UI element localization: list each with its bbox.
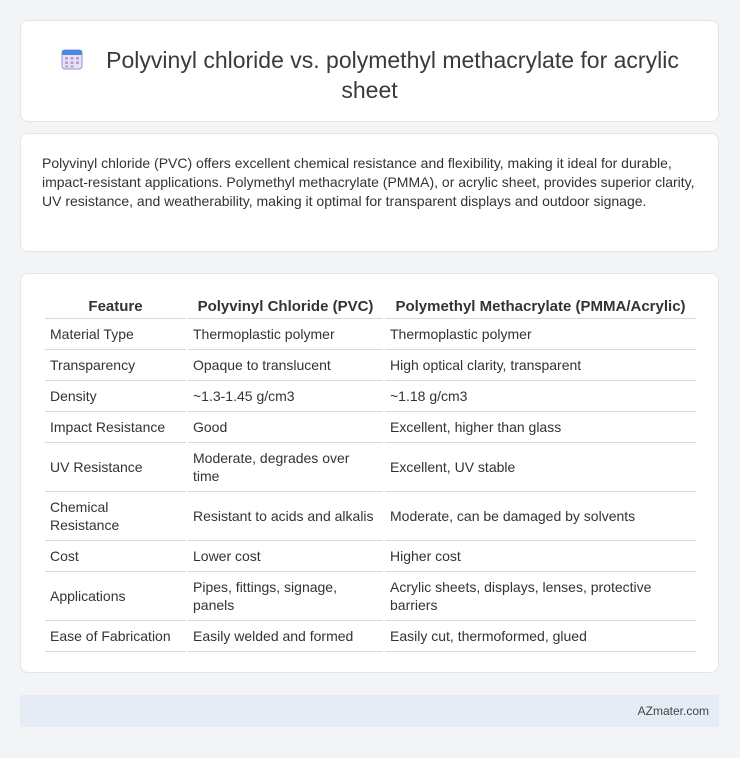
table-cell-feature: UV Resistance bbox=[45, 443, 186, 492]
page-title-text: Polyvinyl chloride vs. polymethyl methacrylate for acrylic sheet bbox=[106, 47, 679, 103]
table-cell-pmma: Easily cut, thermoformed, glued bbox=[385, 621, 696, 652]
table-cell-pmma: Moderate, can be damaged by solvents bbox=[385, 492, 696, 541]
table-cell-pvc: ~1.3-1.45 g/cm3 bbox=[188, 381, 383, 412]
footer-bar bbox=[20, 695, 719, 727]
calendar-icon bbox=[60, 47, 84, 71]
table-cell-pmma: Higher cost bbox=[385, 541, 696, 572]
table-cell-pmma: Excellent, UV stable bbox=[385, 443, 696, 492]
column-header-feature: Feature bbox=[45, 294, 186, 319]
table-row bbox=[45, 412, 696, 443]
table-row bbox=[45, 621, 696, 652]
table-cell-feature: Density bbox=[45, 381, 186, 412]
table-cell-feature: Chemical Resistance bbox=[45, 492, 186, 541]
table-cell-pvc: Opaque to translucent bbox=[188, 350, 383, 381]
title-card bbox=[20, 20, 719, 122]
summary-card bbox=[20, 133, 719, 252]
table-cell-feature: Cost bbox=[45, 541, 186, 572]
table-cell-feature: Ease of Fabrication bbox=[45, 621, 186, 652]
table-cell-feature: Transparency bbox=[45, 350, 186, 381]
table-cell-pvc: Good bbox=[188, 412, 383, 443]
summary-text: Polyvinyl chloride (PVC) offers excellent chemical resistance and flexibility, making it ideal for durable, impact-resistant applications. Polymethyl methacrylate (PMMA), or acrylic sheet, provides superior clarity, UV resistance, and weatherability, making it optimal for transparent displays and outdoor signage. bbox=[42, 155, 695, 209]
table-row bbox=[45, 381, 696, 412]
table-cell-pvc: Easily welded and formed bbox=[188, 621, 383, 652]
table-cell-pvc: Moderate, degrades over time bbox=[188, 443, 383, 492]
column-header-pvc: Polyvinyl Chloride (PVC) bbox=[188, 294, 383, 319]
comparison-table bbox=[43, 294, 698, 652]
table-cell-pvc: Lower cost bbox=[188, 541, 383, 572]
table-header-row bbox=[45, 294, 696, 319]
comparison-table-card bbox=[20, 273, 719, 673]
table-row bbox=[45, 541, 696, 572]
table-row bbox=[45, 350, 696, 381]
table-cell-feature: Applications bbox=[45, 572, 186, 621]
page-title bbox=[21, 45, 718, 105]
table-cell-pmma: Acrylic sheets, displays, lenses, protective barriers bbox=[385, 572, 696, 621]
table-cell-feature: Material Type bbox=[45, 319, 186, 350]
footer-brand[interactable]: AZmater.com bbox=[637, 704, 709, 718]
table-cell-feature: Impact Resistance bbox=[45, 412, 186, 443]
table-row bbox=[45, 492, 696, 541]
table-cell-pvc: Thermoplastic polymer bbox=[188, 319, 383, 350]
column-header-pmma: Polymethyl Methacrylate (PMMA/Acrylic) bbox=[385, 294, 696, 319]
table-cell-pmma: High optical clarity, transparent bbox=[385, 350, 696, 381]
table-cell-pvc: Resistant to acids and alkalis bbox=[188, 492, 383, 541]
table-cell-pmma: ~1.18 g/cm3 bbox=[385, 381, 696, 412]
table-row bbox=[45, 319, 696, 350]
table-cell-pvc: Pipes, fittings, signage, panels bbox=[188, 572, 383, 621]
table-cell-pmma: Thermoplastic polymer bbox=[385, 319, 696, 350]
table-row bbox=[45, 443, 696, 492]
table-row bbox=[45, 572, 696, 621]
table-cell-pmma: Excellent, higher than glass bbox=[385, 412, 696, 443]
